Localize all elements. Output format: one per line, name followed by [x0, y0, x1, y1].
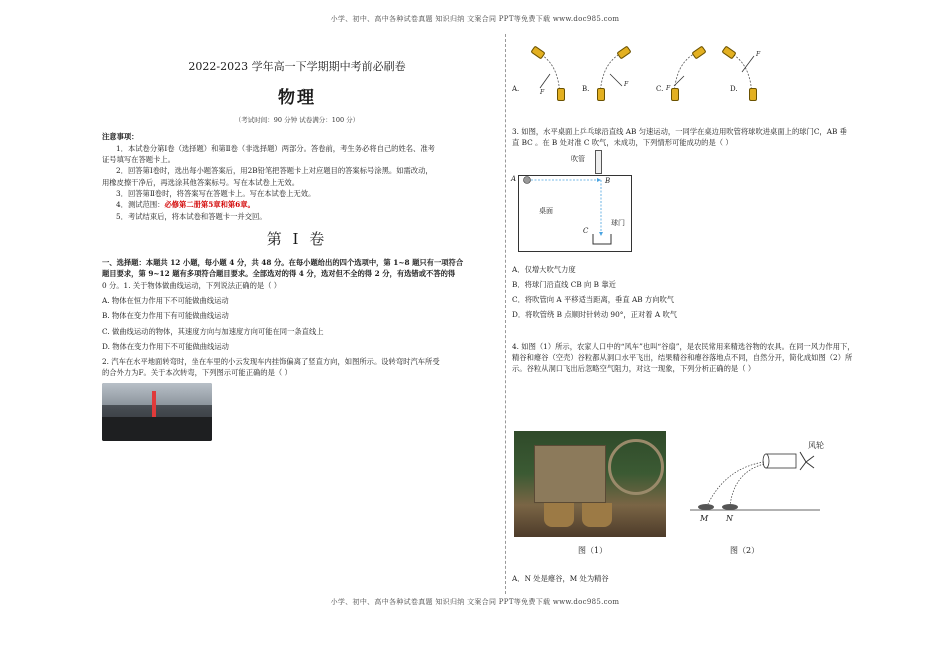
question-2-stem: 的合外力为F。关于本次转弯，下列图示可能正确的是（ ） [102, 368, 292, 378]
q1-option-b: B. 物体在变力作用下有可能做曲线运动 [102, 311, 229, 321]
notice-line: 证号填写在答题卡上。 [102, 155, 175, 165]
table-diagram [511, 154, 632, 252]
q2-option-figures [512, 42, 907, 98]
right-column [512, 42, 907, 375]
notice-line: 3．回答第Ⅱ卷时，将答案写在答题卡上。写在本试卷上无效。 [116, 188, 316, 198]
q2-label-b: B. [582, 85, 590, 93]
question-4-stem: 示。谷粒从洞口飞出后忽略空气阻力，对这一现象，下列分析正确的是（ ） [512, 364, 756, 374]
goal-label: 球门 [611, 218, 625, 227]
question-1-stem: 0 分。1. 关于物体做曲线运动，下列说法正确的是（ ） [102, 280, 282, 290]
q3-option-d: D．将吹管绕 B 点顺时针转动 90°，正对着 A 吹气 [512, 310, 678, 320]
force-label: F [540, 89, 545, 96]
q2-label-d: D. [730, 85, 738, 93]
point-a-label: A [511, 174, 517, 183]
q1-option-d: D. 物体在变力作用下不可能做曲线运动 [102, 341, 229, 351]
notice-scope-range: 必修第二册第5章和第6章。 [164, 200, 255, 210]
car-interior-photo [102, 383, 212, 441]
column-divider [505, 34, 506, 594]
q1-option-c: C. 做曲线运动的物体，其速度方向与加速度方向可能在同一条直线上 [102, 326, 324, 336]
wind-wheel-label: 风轮 [808, 441, 824, 450]
exam-info: （考试时间：90 分钟 试卷满分：100 分） [234, 116, 360, 125]
question-4-stem: 精谷和瘪谷（空壳）谷粒都从洞口水平飞出，结果精谷和瘪谷落地点不同，自然分开，简化成如图（2）所 [512, 353, 853, 363]
q2-label-c: C. [656, 85, 664, 93]
question-2-stem: 2. 汽车在水平地面转弯时，坐在车里的小云发现车内挂饰偏离了竖直方向，如图所示。设转弯时汽车所受 [102, 357, 440, 367]
subject-title: 物理 [278, 88, 316, 109]
label-m: M [700, 514, 709, 523]
question-4-stem: 4. 如图（1）所示，农家人口中的“风车”也叫“谷扇”，是农民常用来精选谷物的农具。在同一风力作用下， [512, 341, 855, 351]
section-header: 题目要求，第 9~12 题有多项符合题目要求。全部选对的得 4 分，选对但不全的得 2 分，有选错或不答的得 [102, 269, 456, 279]
question-3-stem: 3. 如图，水平桌面上乒乓球沿直线 AB 匀速运动，一同学在桌边用吹管将球吹进桌面上的球门C，AB 垂 [512, 127, 847, 136]
page-header: 小学、初中、高中各种试卷真题 知识归纳 文案合同 PPT等免费下载 www.doc985.com [330, 15, 620, 23]
pipe-label: 吹管 [571, 154, 585, 163]
q3-option-a: A．仅增大吹气力度 [512, 264, 576, 274]
q4-option-a: A．N 处是瘪谷，M 处为精谷 [512, 574, 609, 583]
q3-option-c: C．将吹管向 A 平移适当距离，垂直 AB 方向吹气 [512, 295, 675, 305]
fig1-caption: 图（1） [578, 546, 608, 555]
left-column [102, 50, 492, 441]
notice-line-scope [102, 199, 492, 210]
point-c-label: C [583, 226, 589, 235]
notice-title: 注意事项： [102, 132, 139, 142]
q3-option-b: B．将球门沿直线 CB 向 B 靠近 [512, 279, 616, 289]
exam-title: 2022-2023 学年高一下学期期中考前必刷卷 [188, 60, 406, 73]
notice-line: 5．考试结束后，将本试卷和答题卡一并交回。 [116, 211, 267, 221]
notice-scope-label: 4．测试范围： [116, 200, 165, 210]
force-label: F [624, 81, 629, 88]
question-3-stem: 直 BC 。在 B 处对准 C 吹气，未成功，下列情形可能成功的是（ ） [512, 138, 733, 148]
q2-label-a: A. [512, 85, 520, 93]
point-b-label: B [605, 176, 611, 185]
notice-line: 用橡皮擦干净后，再选涂其他答案标号。写在本试卷上无效。 [102, 177, 300, 187]
fig2-caption: 图（2） [730, 546, 760, 555]
table-label: 桌面 [539, 206, 553, 215]
blow-pipe [595, 150, 602, 174]
section-header: 一、选择题：本题共 12 小题，每小题 4 分，共 48 分。在每小题给出的四个选项中，第 1~8 题只有一项符合 [102, 258, 464, 268]
notice-line: 1．本试卷分第Ⅰ卷（选择题）和第Ⅱ卷（非选择题）两部分。答卷前，考生务必将自己的姓名、准考 [116, 143, 435, 153]
table-diagram-lines [519, 176, 631, 251]
q1-option-a: A. 物体在恒力作用下不可能做曲线运动 [102, 295, 229, 305]
hanging-ornament [152, 391, 156, 417]
page-footer: 小学、初中、高中各种试卷真题 知识归纳 文案合同 PPT等免费下载 www.doc985.com [330, 598, 620, 606]
force-label: F [756, 51, 761, 58]
force-label: F [666, 85, 671, 92]
notice-line: 2．回答第Ⅰ卷时，选出每小题答案后，用2B铅笔把答题卡上对应题目的答案标号涂黑。如需改动， [116, 166, 433, 176]
label-n: N [726, 514, 733, 523]
volume-title: 第 Ⅰ 卷 [266, 229, 328, 248]
winnowing-machine-photo [514, 431, 666, 537]
